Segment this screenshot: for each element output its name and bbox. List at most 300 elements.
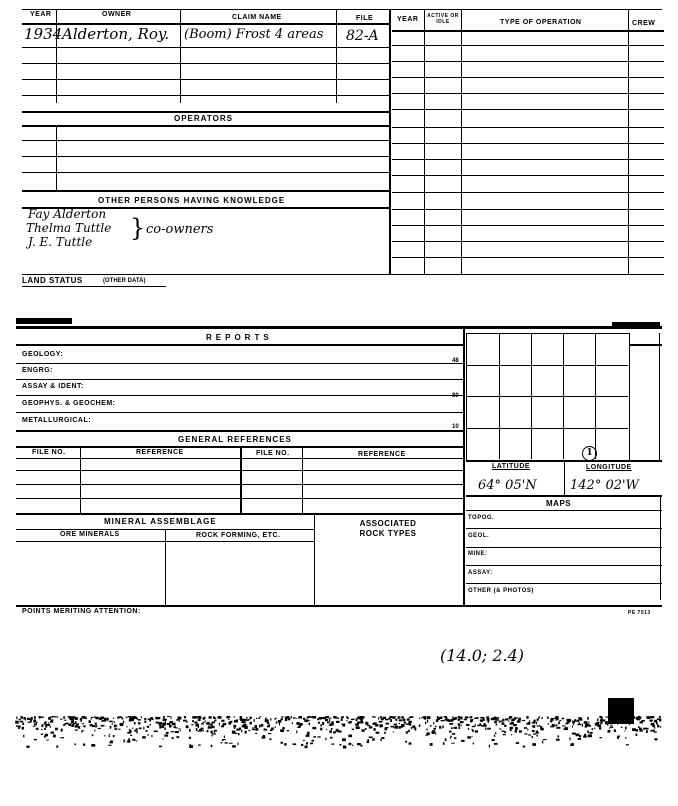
noise-speck xyxy=(390,719,392,722)
noise-speck xyxy=(194,722,197,724)
rock-forming-label: ROCK FORMING, ETC. xyxy=(196,532,281,539)
noise-speck xyxy=(300,723,303,726)
noise-speck xyxy=(562,718,564,720)
noise-speck xyxy=(365,722,368,725)
noise-speck xyxy=(60,737,64,738)
noise-speck xyxy=(219,716,221,717)
noise-speck xyxy=(650,730,652,732)
noise-speck xyxy=(399,719,402,721)
noise-speck xyxy=(172,737,174,739)
noise-speck xyxy=(313,736,316,737)
noise-speck xyxy=(65,723,69,725)
noise-speck xyxy=(600,737,602,738)
noise-speck xyxy=(595,723,599,726)
noise-speck xyxy=(649,717,651,719)
noise-speck xyxy=(261,724,264,727)
operator-row xyxy=(22,140,390,141)
noise-speck xyxy=(22,722,24,725)
noise-speck xyxy=(400,717,404,719)
noise-speck xyxy=(232,745,236,747)
noise-speck xyxy=(241,730,242,732)
noise-speck xyxy=(497,719,499,721)
noise-speck xyxy=(393,732,394,733)
noise-speck xyxy=(260,716,262,717)
noise-speck xyxy=(41,717,44,718)
noise-speck xyxy=(558,735,560,737)
noise-speck xyxy=(656,722,658,725)
noise-speck xyxy=(239,728,241,731)
noise-speck xyxy=(585,726,588,728)
noise-speck xyxy=(516,742,519,744)
noise-speck xyxy=(234,726,236,729)
noise-speck xyxy=(248,730,250,731)
noise-speck xyxy=(163,716,165,719)
noise-speck xyxy=(136,728,138,730)
noise-speck xyxy=(631,721,634,723)
noise-speck xyxy=(330,737,332,739)
noise-speck xyxy=(470,720,472,722)
noise-speck xyxy=(411,727,412,729)
noise-speck xyxy=(607,723,608,725)
noise-speck xyxy=(23,735,24,738)
noise-speck xyxy=(280,729,284,732)
noise-speck xyxy=(26,746,29,748)
noise-speck xyxy=(485,727,486,730)
noise-speck xyxy=(327,722,330,724)
noise-speck xyxy=(144,718,146,720)
noise-speck xyxy=(543,739,547,740)
noise-speck xyxy=(33,720,36,723)
noise-speck xyxy=(572,733,576,735)
longitude-value: 142° 02'W xyxy=(570,478,639,493)
noise-speck xyxy=(511,722,514,725)
noise-speck xyxy=(109,742,112,743)
noise-speck xyxy=(610,727,613,728)
noise-speck xyxy=(284,743,286,746)
maps-field-mine: MINE: xyxy=(468,551,488,557)
noise-speck xyxy=(608,730,610,733)
noise-speck xyxy=(63,724,65,726)
noise-speck xyxy=(123,721,124,724)
noise-speck xyxy=(127,726,128,727)
latitude-value: 64° 05'N xyxy=(478,478,537,493)
noise-speck xyxy=(499,728,501,729)
operation-row xyxy=(392,109,664,110)
noise-speck xyxy=(211,731,213,734)
noise-speck xyxy=(574,719,576,722)
noise-speck xyxy=(227,716,230,718)
reports-top-border xyxy=(16,326,662,329)
noise-speck xyxy=(128,738,130,740)
noise-speck xyxy=(355,724,359,726)
noise-speck xyxy=(362,729,365,732)
noise-speck xyxy=(505,718,508,720)
corner-bar-left xyxy=(16,318,72,324)
noise-speck xyxy=(310,743,313,745)
noise-speck xyxy=(242,725,246,728)
noise-speck xyxy=(493,717,495,719)
maps-label: MAPS xyxy=(546,499,572,508)
maps-right-edge xyxy=(660,496,661,600)
grid-right-edge xyxy=(659,333,660,462)
noise-speck xyxy=(114,721,115,723)
lat-long-divider xyxy=(564,460,565,496)
noise-speck xyxy=(537,735,539,737)
noise-speck xyxy=(296,722,299,725)
noise-speck xyxy=(74,744,76,746)
noise-speck xyxy=(331,728,333,730)
noise-speck xyxy=(336,721,340,723)
noise-speck xyxy=(410,716,414,718)
noise-speck xyxy=(167,716,170,717)
noise-speck xyxy=(256,718,258,719)
noise-speck xyxy=(439,717,440,720)
noise-speck xyxy=(427,732,430,735)
noise-speck xyxy=(410,724,411,725)
noise-speck xyxy=(597,718,598,721)
noise-speck xyxy=(454,727,455,729)
noise-speck xyxy=(214,720,216,722)
noise-speck xyxy=(41,734,43,735)
noise-speck xyxy=(480,717,484,719)
noise-speck xyxy=(179,721,181,722)
noise-speck xyxy=(533,733,537,734)
noise-speck xyxy=(384,732,386,734)
noise-speck xyxy=(579,717,581,718)
noise-speck xyxy=(404,722,406,724)
noise-speck xyxy=(203,730,204,732)
general-references-title: GENERAL REFERENCES xyxy=(178,435,292,444)
noise-speck xyxy=(338,730,342,732)
noise-speck xyxy=(396,718,397,721)
noise-speck xyxy=(320,728,322,731)
noise-speck xyxy=(556,739,560,741)
ref-col-reference: REFERENCE xyxy=(136,449,184,456)
report-label-geophys: GEOPHYS. & GEOCHEM: xyxy=(22,400,116,407)
noise-speck xyxy=(275,726,276,728)
noise-speck xyxy=(20,721,24,723)
noise-speck xyxy=(579,722,580,724)
noise-speck xyxy=(306,742,308,744)
noise-speck xyxy=(51,732,55,734)
col-divider-claim xyxy=(336,10,337,103)
noise-speck xyxy=(621,727,623,728)
noise-speck xyxy=(129,717,132,719)
noise-speck xyxy=(440,717,443,720)
noise-speck xyxy=(159,723,161,726)
noise-speck xyxy=(470,719,471,720)
noise-speck xyxy=(305,746,308,749)
noise-speck xyxy=(114,725,117,728)
owner-bottom xyxy=(22,111,390,113)
noise-speck xyxy=(287,716,290,719)
noise-speck xyxy=(622,718,624,719)
noise-speck xyxy=(109,735,110,737)
noise-speck xyxy=(527,728,528,730)
noise-speck xyxy=(240,716,242,719)
ref-row xyxy=(16,470,464,471)
ore-minerals-label: ORE MINERALS xyxy=(60,531,120,538)
noise-speck xyxy=(562,726,566,727)
noise-speck xyxy=(91,744,95,747)
noise-speck xyxy=(409,721,412,723)
header-claim-name: CLAIM NAME xyxy=(232,14,282,21)
noise-speck xyxy=(484,723,486,724)
noise-speck xyxy=(542,717,543,719)
reports-bottom xyxy=(16,430,464,432)
longitude-label: LONGITUDE xyxy=(586,464,632,471)
noise-speck xyxy=(75,729,78,730)
noise-speck xyxy=(293,743,297,745)
ref-row xyxy=(16,484,464,485)
noise-speck xyxy=(540,726,542,729)
noise-speck xyxy=(373,722,377,724)
form-number: PE 7513 xyxy=(628,610,651,616)
noise-speck xyxy=(510,729,512,731)
maps-row xyxy=(466,583,662,584)
report-label-assay: ASSAY & IDENT: xyxy=(22,383,84,390)
noise-speck xyxy=(619,721,622,723)
entry-claim-name: (Boom) Frost 4 areas xyxy=(184,27,324,42)
noise-speck xyxy=(89,720,91,722)
noise-speck xyxy=(499,721,501,723)
noise-speck xyxy=(529,720,530,722)
noise-speck xyxy=(592,728,594,730)
land-status-underline xyxy=(22,286,166,287)
noise-speck xyxy=(460,717,463,720)
noise-speck xyxy=(214,730,215,733)
header-year: YEAR xyxy=(30,11,52,18)
noise-speck xyxy=(464,719,467,721)
noise-speck xyxy=(552,724,555,727)
col-divider-owner xyxy=(180,10,181,103)
noise-speck xyxy=(477,725,480,727)
noise-speck xyxy=(169,725,172,726)
noise-speck xyxy=(82,723,84,724)
noise-speck xyxy=(113,735,115,737)
maps-field-topog: TOPOG. xyxy=(468,515,495,521)
noise-speck xyxy=(109,734,110,735)
noise-speck xyxy=(317,718,319,720)
noise-speck xyxy=(445,716,446,718)
noise-speck xyxy=(144,721,146,723)
operation-row xyxy=(392,159,664,160)
noise-speck xyxy=(329,718,332,719)
noise-speck xyxy=(357,743,361,745)
noise-speck xyxy=(606,721,608,723)
noise-speck xyxy=(435,733,436,735)
noise-speck xyxy=(15,721,19,724)
operation-row xyxy=(392,241,664,242)
noise-speck xyxy=(342,724,345,726)
noise-speck xyxy=(497,717,500,718)
header-file: FILE xyxy=(356,15,374,22)
noise-speck xyxy=(44,722,47,724)
noise-speck xyxy=(486,716,489,717)
noise-speck xyxy=(401,726,403,728)
noise-speck xyxy=(228,722,231,725)
noise-speck xyxy=(378,718,379,720)
noise-speck xyxy=(585,724,589,726)
noise-speck xyxy=(171,716,172,719)
noise-speck xyxy=(582,724,583,727)
noise-speck xyxy=(356,718,358,721)
operators-bottom xyxy=(22,190,390,192)
noise-speck xyxy=(101,720,102,721)
noise-speck xyxy=(293,717,296,718)
noise-speck xyxy=(147,726,150,728)
noise-speck xyxy=(207,722,210,725)
noise-speck xyxy=(94,730,95,732)
noise-speck xyxy=(494,721,497,723)
ref-col-reference-2: REFERENCE xyxy=(358,451,406,458)
noise-speck xyxy=(333,731,336,733)
noise-speck xyxy=(270,718,271,720)
noise-speck xyxy=(34,723,37,725)
noise-speck xyxy=(22,727,24,730)
noise-speck xyxy=(121,717,123,719)
noise-speck xyxy=(445,719,448,720)
reports-title-underline xyxy=(16,344,464,346)
noise-speck xyxy=(265,717,266,719)
noise-speck xyxy=(629,723,630,725)
noise-speck xyxy=(452,733,455,735)
noise-speck xyxy=(523,746,525,748)
noise-speck xyxy=(419,718,420,719)
noise-speck xyxy=(41,729,43,730)
operation-row xyxy=(392,45,664,46)
noise-speck xyxy=(469,717,471,719)
noise-speck xyxy=(129,730,131,733)
owner-row xyxy=(22,95,390,96)
noise-speck xyxy=(349,721,352,723)
noise-speck xyxy=(538,716,539,718)
noise-speck xyxy=(240,719,243,720)
noise-speck xyxy=(50,726,51,728)
noise-speck xyxy=(322,717,324,718)
ref-bottom xyxy=(16,513,464,515)
noise-speck xyxy=(426,729,427,731)
noise-speck xyxy=(449,723,453,725)
noise-speck xyxy=(588,725,591,727)
noise-speck xyxy=(635,729,638,731)
noise-speck xyxy=(287,730,289,731)
noise-speck xyxy=(342,716,343,718)
noise-speck xyxy=(583,736,587,738)
noise-speck xyxy=(566,723,567,725)
noise-speck xyxy=(568,721,570,723)
noise-speck xyxy=(213,716,215,718)
noise-speck xyxy=(573,724,574,725)
noise-speck xyxy=(556,719,558,720)
noise-speck xyxy=(189,729,191,732)
noise-speck xyxy=(189,745,193,748)
noise-speck xyxy=(515,727,518,730)
noise-speck xyxy=(331,721,334,724)
noise-speck xyxy=(308,720,310,721)
noise-speck xyxy=(164,735,168,737)
noise-speck xyxy=(532,736,533,738)
noise-speck xyxy=(632,716,635,719)
noise-speck xyxy=(472,726,475,727)
noise-speck xyxy=(196,728,198,731)
noise-speck xyxy=(234,720,237,722)
noise-speck xyxy=(430,725,432,727)
noise-speck xyxy=(208,726,212,728)
noise-speck xyxy=(427,720,428,723)
noise-speck xyxy=(308,716,311,718)
noise-speck xyxy=(528,734,531,735)
noise-speck xyxy=(45,725,47,728)
ref-col-file-no-2: FILE NO. xyxy=(256,450,290,457)
noise-speck xyxy=(138,719,141,721)
noise-speck xyxy=(178,728,180,729)
noise-speck xyxy=(451,719,455,721)
noise-speck xyxy=(127,742,130,743)
ref-divider xyxy=(240,446,242,514)
operation-row xyxy=(392,192,664,193)
noise-speck xyxy=(90,724,93,726)
noise-speck xyxy=(537,718,539,720)
noise-speck xyxy=(372,738,375,741)
noise-speck xyxy=(75,725,78,727)
noise-speck xyxy=(75,721,76,724)
operation-row xyxy=(392,225,664,226)
noise-speck xyxy=(238,733,240,735)
noise-speck xyxy=(559,720,561,721)
noise-speck xyxy=(357,722,361,724)
noise-speck xyxy=(212,722,215,724)
noise-speck xyxy=(572,726,573,728)
noise-speck xyxy=(91,717,94,718)
noise-speck xyxy=(301,744,303,746)
noise-speck xyxy=(434,728,437,730)
noise-speck xyxy=(80,718,82,721)
noise-speck xyxy=(171,731,175,732)
noise-speck xyxy=(281,742,284,744)
noise-speck xyxy=(45,722,48,723)
noise-speck xyxy=(578,738,581,740)
noise-speck xyxy=(610,725,613,726)
noise-speck xyxy=(550,721,552,723)
entry-year: 1934 xyxy=(24,25,63,43)
noise-speck xyxy=(492,739,495,741)
noise-speck xyxy=(369,737,373,739)
noise-speck xyxy=(449,719,451,720)
noise-speck xyxy=(143,727,144,730)
maps-row xyxy=(466,528,662,529)
noise-speck xyxy=(205,720,206,722)
noise-speck xyxy=(329,719,330,722)
noise-speck xyxy=(148,734,149,736)
noise-speck xyxy=(606,717,609,718)
noise-speck xyxy=(291,716,292,718)
noise-speck xyxy=(325,719,328,721)
reports-bottom-border xyxy=(16,605,662,607)
col-divider-year xyxy=(56,10,57,103)
noise-speck xyxy=(69,723,72,726)
noise-speck xyxy=(536,722,537,724)
noise-speck xyxy=(152,719,154,721)
noise-speck xyxy=(494,735,495,737)
noise-speck xyxy=(163,722,166,724)
noise-speck xyxy=(83,726,86,727)
noise-speck xyxy=(394,727,398,728)
noise-speck xyxy=(565,727,568,730)
noise-speck xyxy=(527,717,529,719)
operators-underline xyxy=(22,125,390,127)
location-grid xyxy=(466,333,630,461)
